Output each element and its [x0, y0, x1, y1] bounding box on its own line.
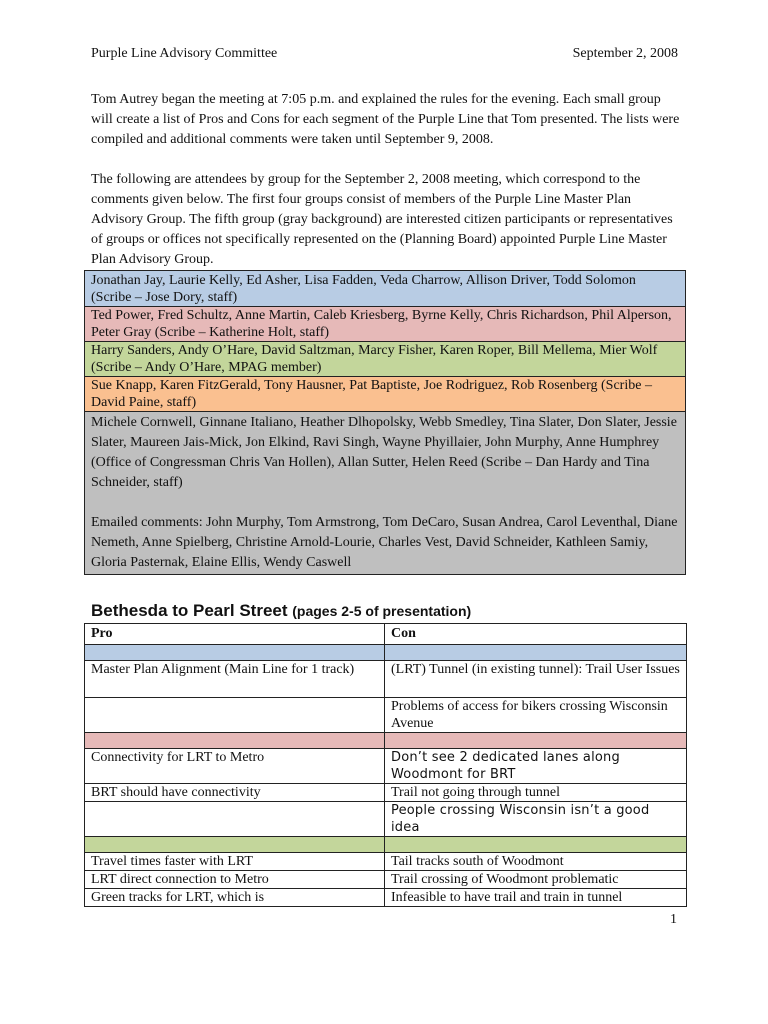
con-cell: Trail crossing of Woodmont problematic	[385, 871, 687, 889]
pro-cell: BRT should have connectivity	[85, 784, 385, 802]
con-cell: (LRT) Tunnel (in existing tunnel): Trail User Issues	[385, 661, 687, 698]
pros-cons-table	[84, 623, 687, 907]
group-3-band	[85, 837, 687, 853]
table-row	[85, 853, 687, 871]
group-1-attendees: Jonathan Jay, Laurie Kelly, Ed Asher, Lisa Fadden, Veda Charrow, Allison Driver, Todd Solomon (Scribe – Jose Dory, staff)	[85, 271, 685, 307]
group-5-attendees	[85, 412, 685, 574]
con-cell: Infeasible to have trail and train in tunnel	[385, 889, 687, 907]
table-row	[85, 661, 687, 698]
pro-cell	[85, 698, 385, 733]
header-date: September 2, 2008	[572, 46, 678, 61]
pro-cell	[85, 802, 385, 837]
group-1-band	[85, 645, 687, 661]
section-title-subtitle: (pages 2-5 of presentation)	[292, 603, 472, 619]
emailed-comments: Emailed comments: John Murphy, Tom Armstrong, Tom DeCaro, Susan Andrea, Carol Leventhal, Diane Nemeth, Anne Spielberg, Christine Arnold-Lourie, Charles Vest, David Schneider, Kathleen Samiy, Gloria Pasternak, Elaine Ellis, Wendy Caswell	[91, 515, 678, 570]
con-cell: Tail tracks south of Woodmont	[385, 853, 687, 871]
table-row	[85, 802, 687, 837]
con-cell: Trail not going through tunnel	[385, 784, 687, 802]
attendees-intro-paragraph: The following are attendees by group for the September 2, 2008 meeting, which correspond to the comments given below. The first four groups consist of members of the Purple Line Master Plan Advisory Group. The fifth group (gray background) are interested citizen participants or representatives of groups or offices not specifically represented on the (Planning Board) appointed Purple Line Master Plan Advisory Group.	[91, 172, 673, 267]
pro-cell: Travel times faster with LRT	[85, 853, 385, 871]
intro-paragraph: Tom Autrey began the meeting at 7:05 p.m. and explained the rules for the evening. Each small group will create a list of Pros and Cons for each segment of the Purple Line that Tom presented. The lists were compiled and additional comments were taken until September 9, 2008.	[91, 92, 680, 147]
pro-cell: LRT direct connection to Metro	[85, 871, 385, 889]
table-row	[85, 749, 687, 784]
table-row	[85, 698, 687, 733]
pro-column-header: Pro	[85, 624, 385, 645]
table-row	[85, 784, 687, 802]
con-cell: Problems of access for bikers crossing Wisconsin Avenue	[385, 698, 687, 733]
pro-cell: Connectivity for LRT to Metro	[85, 749, 385, 784]
table-header-row	[85, 624, 687, 645]
table-row	[85, 889, 687, 907]
pro-cell: Master Plan Alignment (Main Line for 1 track)	[85, 661, 385, 698]
con-column-header: Con	[385, 624, 687, 645]
pro-cell: Green tracks for LRT, which is	[85, 889, 385, 907]
con-cell: Don’t see 2 dedicated lanes along Woodmont for BRT	[385, 749, 687, 784]
page-header	[91, 44, 678, 64]
group-2-band	[85, 733, 687, 749]
group-2-attendees: Ted Power, Fred Schultz, Anne Martin, Caleb Kriesberg, Byrne Kelly, Chris Richardson, Phil Alperson, Peter Gray (Scribe – Katherine Holt, staff)	[85, 307, 685, 342]
page-number: 1	[670, 912, 677, 927]
group-4-attendees: Sue Knapp, Karen FitzGerald, Tony Hausner, Pat Baptiste, Joe Rodriguez, Rob Rosenberg (Scribe – David Paine, staff)	[85, 377, 685, 412]
group-5-names: Michele Cornwell, Ginnane Italiano, Heather Dlhopolsky, Webb Smedley, Tina Slater, Don Slater, Jessie Slater, Maureen Jais-Mick, Jon Elkind, Ravi Singh, Wayne Phyillaier, John Murphy, Anne Humphrey (Office of Congressman Chris Van Hollen), Allan Sutter, Helen Reed (Scribe – Dan Hardy and Tina Schneider, staff)	[91, 415, 677, 490]
header-title: Purple Line Advisory Committee	[91, 46, 278, 61]
con-cell: People crossing Wisconsin isn’t a good idea	[385, 802, 687, 837]
section-title	[91, 601, 471, 621]
attendee-groups	[84, 270, 686, 575]
section-title-main: Bethesda to Pearl Street	[91, 601, 288, 620]
table-row	[85, 871, 687, 889]
group-3-attendees: Harry Sanders, Andy O’Hare, David Saltzman, Marcy Fisher, Karen Roper, Bill Mellema, Mier Wolf (Scribe – Andy O’Hare, MPAG member)	[85, 342, 685, 377]
